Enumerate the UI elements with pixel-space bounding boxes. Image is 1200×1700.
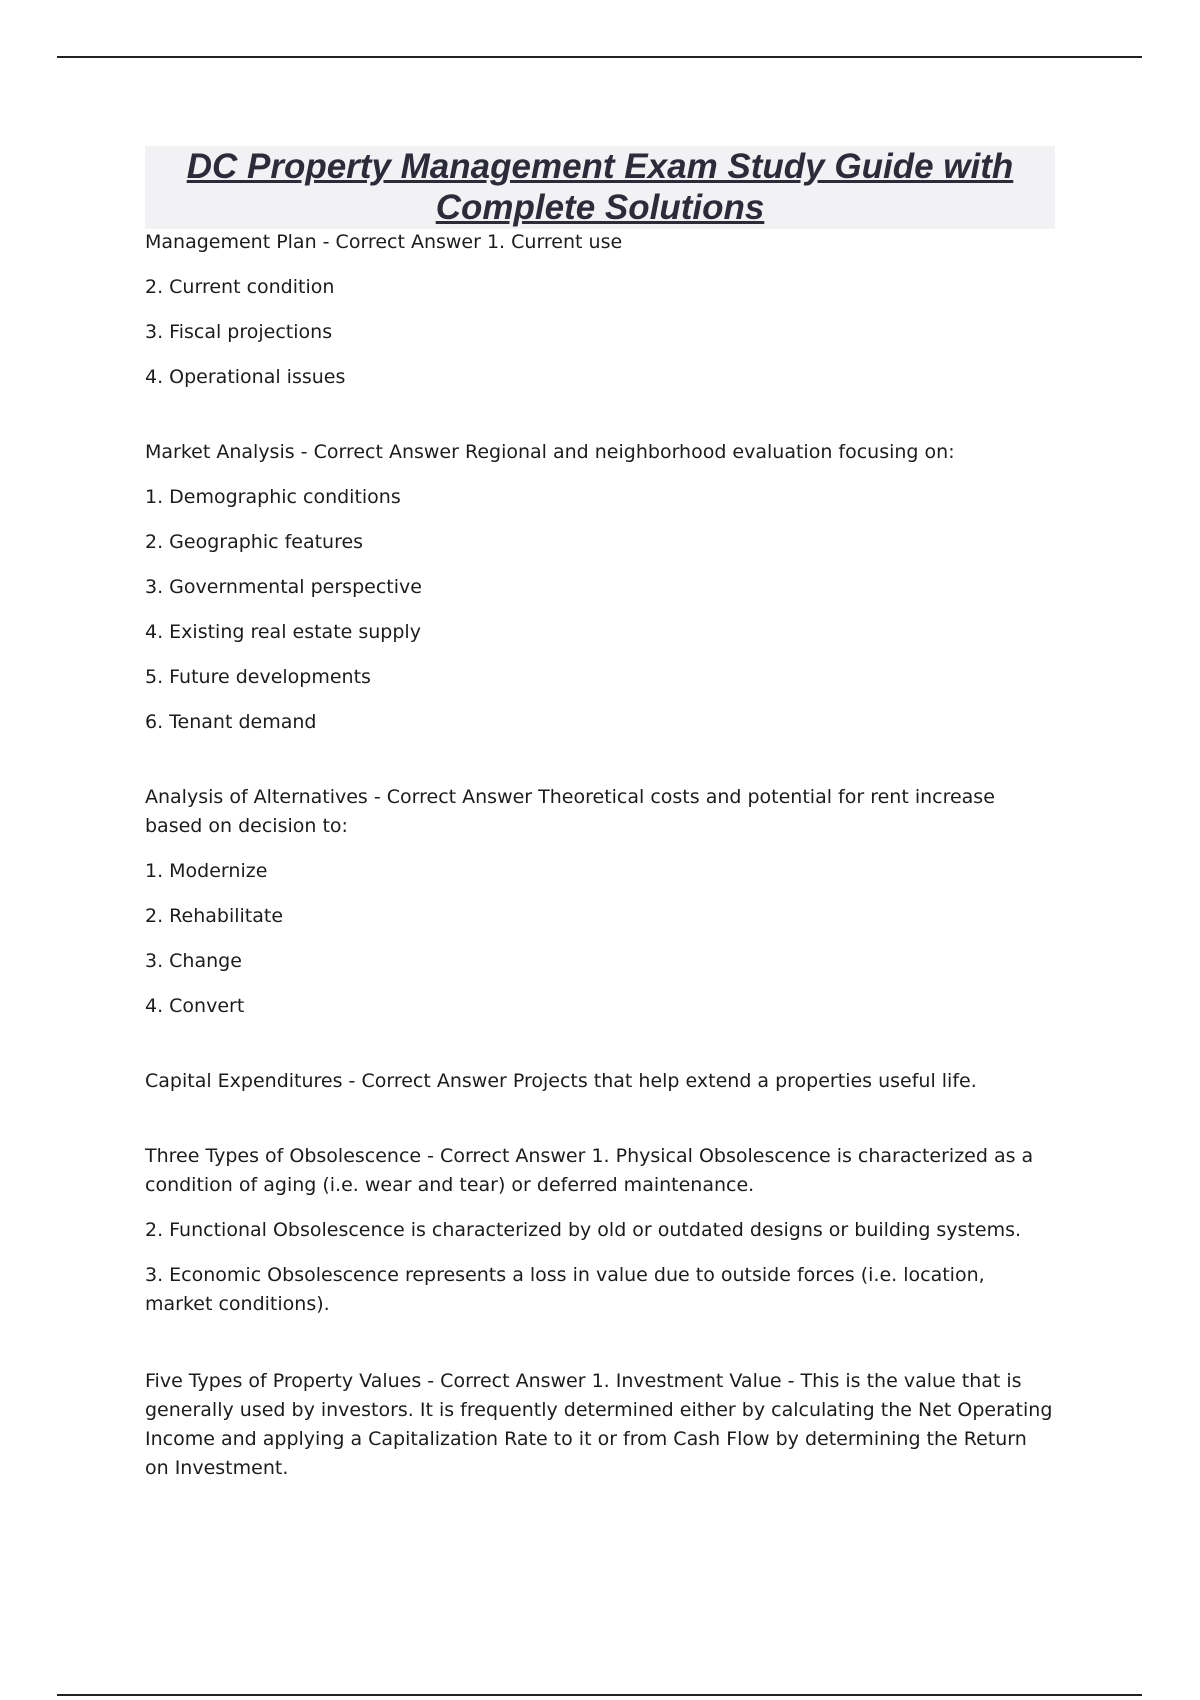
list-item: 2. Functional Obsolescence is characterized by old or outdated designs or building systems. [145,1219,1022,1241]
list-item: 6. Tenant demand [145,711,317,733]
entry-question: Three Types of Obsolescence - Correct Answer 1. Physical Obsolescence is characterized as a condition of aging (i.e. wear and tear) or deferred maintenance. [145,1145,1034,1196]
title-banner [145,146,1055,229]
qa-entry [145,1367,1055,1483]
qa-entry [145,228,1055,392]
footer-rule [57,1694,1142,1696]
list-item: 4. Convert [145,995,245,1017]
list-item: 1. Demographic conditions [145,486,401,508]
entry-question: Five Types of Property Values - Correct Answer 1. Investment Value - This is the value that is generally used by investors. It is frequently determined either by calculating the Net Operating Income and applying a Capitalization Rate to it or from Cash Flow by determining the Return on Investment. [145,1370,1053,1479]
spacer [145,408,1055,438]
list-item: 4. Existing real estate supply [145,621,421,643]
spacer [145,1335,1055,1367]
list-item: 3. Fiscal projections [145,321,333,343]
list-item: 2. Geographic features [145,531,364,553]
spacer [145,753,1055,783]
list-item: 1. Modernize [145,860,268,882]
list-item: 5. Future developments [145,666,371,688]
entry-question: Market Analysis - Correct Answer Regional and neighborhood evaluation focusing on: [145,441,955,463]
list-item: 3. Economic Obsolescence represents a loss in value due to outside forces (i.e. location, market conditions). [145,1264,985,1315]
entry-question: Analysis of Alternatives - Correct Answer Theoretical costs and potential for rent increase based on decision to: [145,786,995,837]
qa-entry [145,438,1055,737]
entry-question: Management Plan - Correct Answer 1. Current use [145,231,623,253]
entry-question: Capital Expenditures - Correct Answer Projects that help extend a properties useful life. [145,1070,977,1092]
qa-entry [145,783,1055,1021]
spacer [145,1037,1055,1067]
spacer [145,1112,1055,1142]
qa-entry [145,1067,1055,1096]
list-item: 3. Governmental perspective [145,576,422,598]
list-item: 2. Current condition [145,276,335,298]
list-item: 2. Rehabilitate [145,905,284,927]
list-item: 3. Change [145,950,242,972]
qa-entry [145,1142,1055,1319]
document-body [145,228,1055,1499]
header-rule [57,56,1142,58]
list-item: 4. Operational issues [145,366,346,388]
document-title: DC Property Management Exam Study Guide with Complete Solutions [186,147,1014,227]
